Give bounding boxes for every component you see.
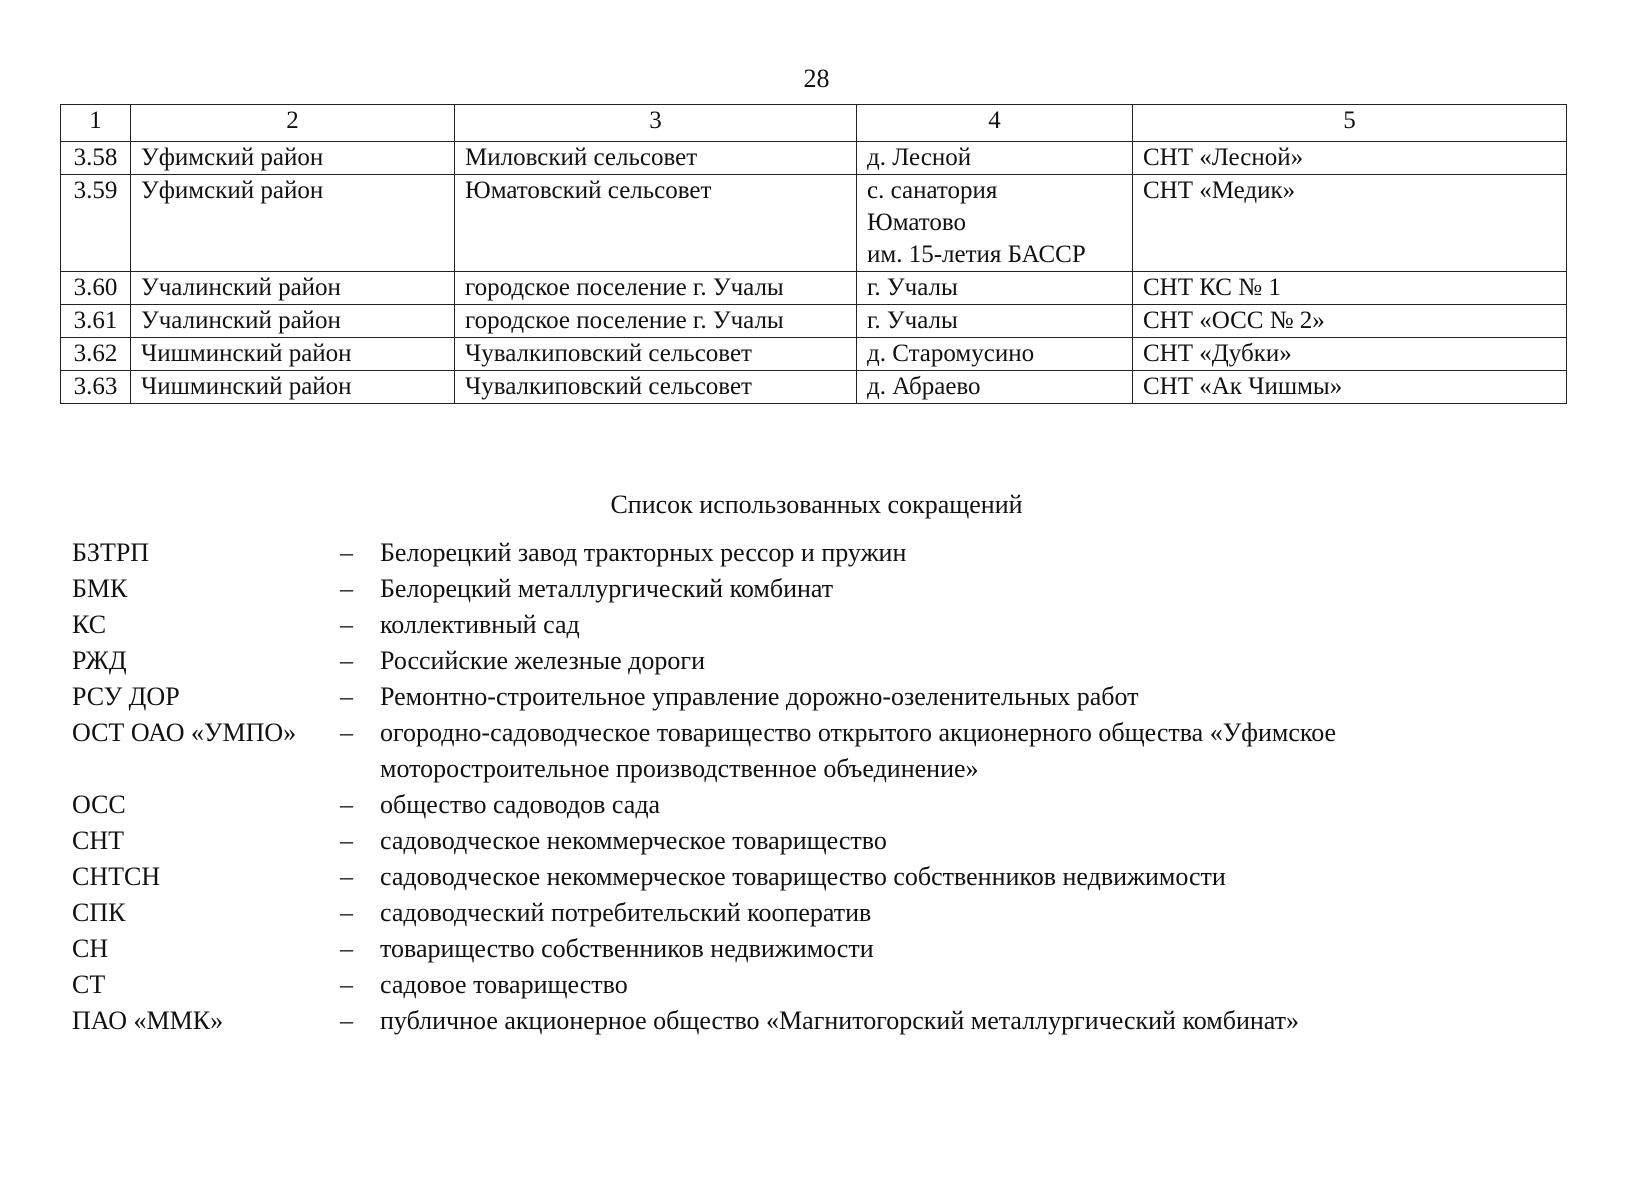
abbreviation-dash: –: [340, 538, 353, 567]
definition-line: огородно-садоводческое товарищество открытого акционерного общества «Уфимское: [380, 718, 1337, 747]
abbreviation-dash: –: [340, 970, 353, 999]
header-cell: 2: [131, 105, 455, 142]
abbreviation-dash: –: [340, 610, 353, 639]
council-cell: городское поселение г. Учалы: [455, 305, 857, 338]
organization-cell: СНТ «Лесной»: [1133, 142, 1567, 175]
abbreviations-list: [72, 535, 1572, 1039]
abbreviation-dash: –: [340, 898, 353, 927]
row-number-cell: 3.60: [61, 272, 131, 305]
abbreviation-dash: –: [340, 1006, 353, 1035]
abbreviation-definition: [380, 571, 1572, 607]
abbreviation-definition: [380, 895, 1572, 931]
organization-cell: СНТ «Дубки»: [1133, 338, 1567, 371]
abbreviation-item: [72, 859, 1572, 895]
settlement-line: с. санатория: [867, 177, 998, 204]
district-cell: Учалинский район: [131, 272, 455, 305]
page-number: 28: [803, 64, 830, 93]
settlement-cell: [857, 142, 1133, 175]
council-cell: Чувалкиповский сельсовет: [455, 371, 857, 404]
abbreviation-item: [72, 607, 1572, 643]
abbreviation-item: [72, 643, 1572, 679]
definition-line: Российские железные дороги: [380, 646, 705, 675]
abbreviation-definition: [380, 535, 1572, 571]
settlement-cell: [857, 272, 1133, 305]
definition-line: садовое товарищество: [380, 970, 628, 999]
abbreviation-item: [72, 931, 1572, 967]
abbreviation-definition: [380, 823, 1572, 859]
settlement-line: Юматово: [867, 209, 967, 236]
settlement-cell: [857, 371, 1133, 404]
organization-cell: СНТ «ОСС № 2»: [1133, 305, 1567, 338]
abbreviation-term: БЗТРП: [72, 538, 150, 567]
abbreviation-item: [72, 895, 1572, 931]
abbreviation-term: ОСТ ОАО «УМПО»: [72, 718, 297, 747]
abbreviation-item: [72, 823, 1572, 859]
organization-cell: СНТ «Медик»: [1133, 175, 1567, 272]
abbreviation-definition: [380, 715, 1572, 787]
council-cell: Чувалкиповский сельсовет: [455, 338, 857, 371]
settlement-cell: [857, 338, 1133, 371]
settlement-cell: [857, 305, 1133, 338]
abbreviation-definition: [380, 679, 1572, 715]
abbreviation-definition: [380, 859, 1572, 895]
row-number-cell: 3.63: [61, 371, 131, 404]
definition-line: садоводческий потребительский кооператив: [380, 898, 872, 927]
definition-line: садоводческое некоммерческое товарищество собственников недвижимости: [380, 862, 1226, 891]
abbreviation-term: РСУ ДОР: [72, 682, 180, 711]
table-row: [61, 272, 1567, 305]
abbreviation-definition: [380, 931, 1572, 967]
abbreviation-item: [72, 787, 1572, 823]
abbreviation-term: ПАО «ММК»: [72, 1006, 224, 1035]
definition-line: Белорецкий металлургический комбинат: [380, 574, 834, 603]
abbreviation-dash: –: [340, 862, 353, 891]
table-row: [61, 305, 1567, 338]
row-number-cell: 3.58: [61, 142, 131, 175]
definition-line: коллективный сад: [380, 610, 580, 639]
settlement-line: им. 15-летия БАССР: [867, 241, 1086, 268]
abbreviation-dash: –: [340, 790, 353, 819]
header-cell: 3: [455, 105, 857, 142]
organization-cell: СНТ «Ак Чишмы»: [1133, 371, 1567, 404]
abbreviation-term: КС: [72, 610, 107, 639]
abbreviation-term: СПК: [72, 898, 126, 927]
abbreviation-term: СНТ: [72, 826, 124, 855]
organization-cell: СНТ КС № 1: [1133, 272, 1567, 305]
settlement-line: д. Лесной: [867, 144, 972, 171]
abbreviation-term: СН: [72, 934, 109, 963]
settlement-line: д. Старомусино: [867, 340, 1035, 367]
abbreviation-dash: –: [340, 574, 353, 603]
abbreviation-term: СТ: [72, 970, 106, 999]
abbreviation-dash: –: [340, 934, 353, 963]
abbreviation-item: [72, 715, 1572, 787]
district-cell: Уфимский район: [131, 142, 455, 175]
row-number-cell: 3.61: [61, 305, 131, 338]
district-cell: Учалинский район: [131, 305, 455, 338]
abbreviation-item: [72, 571, 1572, 607]
abbreviation-item: [72, 535, 1572, 571]
abbreviation-definition: [380, 1003, 1572, 1039]
definition-line: садоводческое некоммерческое товарищество: [380, 826, 887, 855]
abbreviation-term: СНТСН: [72, 862, 161, 891]
definition-line: общество садоводов сада: [380, 790, 661, 819]
settlement-cell: [857, 175, 1133, 272]
table-row: [61, 175, 1567, 272]
abbreviation-item: [72, 679, 1572, 715]
header-cell: 4: [857, 105, 1133, 142]
abbreviation-definition: [380, 643, 1572, 679]
definition-line: товарищество собственников недвижимости: [380, 934, 874, 963]
abbreviations-title: Список использованных сокращений: [610, 490, 1023, 519]
definition-line: Белорецкий завод тракторных рессор и пружин: [380, 538, 907, 567]
settlement-line: г. Учалы: [867, 274, 958, 301]
abbreviation-term: БМК: [72, 574, 128, 603]
table-row: [61, 142, 1567, 175]
abbreviation-term: РЖД: [72, 646, 127, 675]
district-cell: Чишминский район: [131, 371, 455, 404]
abbreviation-definition: [380, 787, 1572, 823]
table-row: [61, 338, 1567, 371]
abbreviation-item: [72, 967, 1572, 1003]
council-cell: Юматовский сельсовет: [455, 175, 857, 272]
abbreviation-definition: [380, 967, 1572, 1003]
settlement-line: г. Учалы: [867, 307, 958, 334]
table-header-row: [61, 105, 1567, 142]
settlement-line: д. Абраево: [867, 373, 981, 400]
abbreviation-dash: –: [340, 646, 353, 675]
district-cell: Чишминский район: [131, 338, 455, 371]
definition-line: моторостроительное производственное объединение»: [380, 754, 979, 783]
district-cell: Уфимский район: [131, 175, 455, 272]
row-number-cell: 3.59: [61, 175, 131, 272]
table-row: [61, 371, 1567, 404]
abbreviation-dash: –: [340, 682, 353, 711]
abbreviation-dash: –: [340, 718, 353, 747]
header-cell: 1: [61, 105, 131, 142]
abbreviation-term: ОСС: [72, 790, 126, 819]
abbreviation-item: [72, 1003, 1572, 1039]
header-cell: 5: [1133, 105, 1567, 142]
council-cell: Миловский сельсовет: [455, 142, 857, 175]
abbreviation-definition: [380, 607, 1572, 643]
abbreviation-dash: –: [340, 826, 353, 855]
settlements-table: [60, 104, 1567, 404]
row-number-cell: 3.62: [61, 338, 131, 371]
council-cell: городское поселение г. Учалы: [455, 272, 857, 305]
definition-line: Ремонтно-строительное управление дорожно-озеленительных работ: [380, 682, 1139, 711]
definition-line: публичное акционерное общество «Магнитогорский металлургический комбинат»: [380, 1006, 1300, 1035]
